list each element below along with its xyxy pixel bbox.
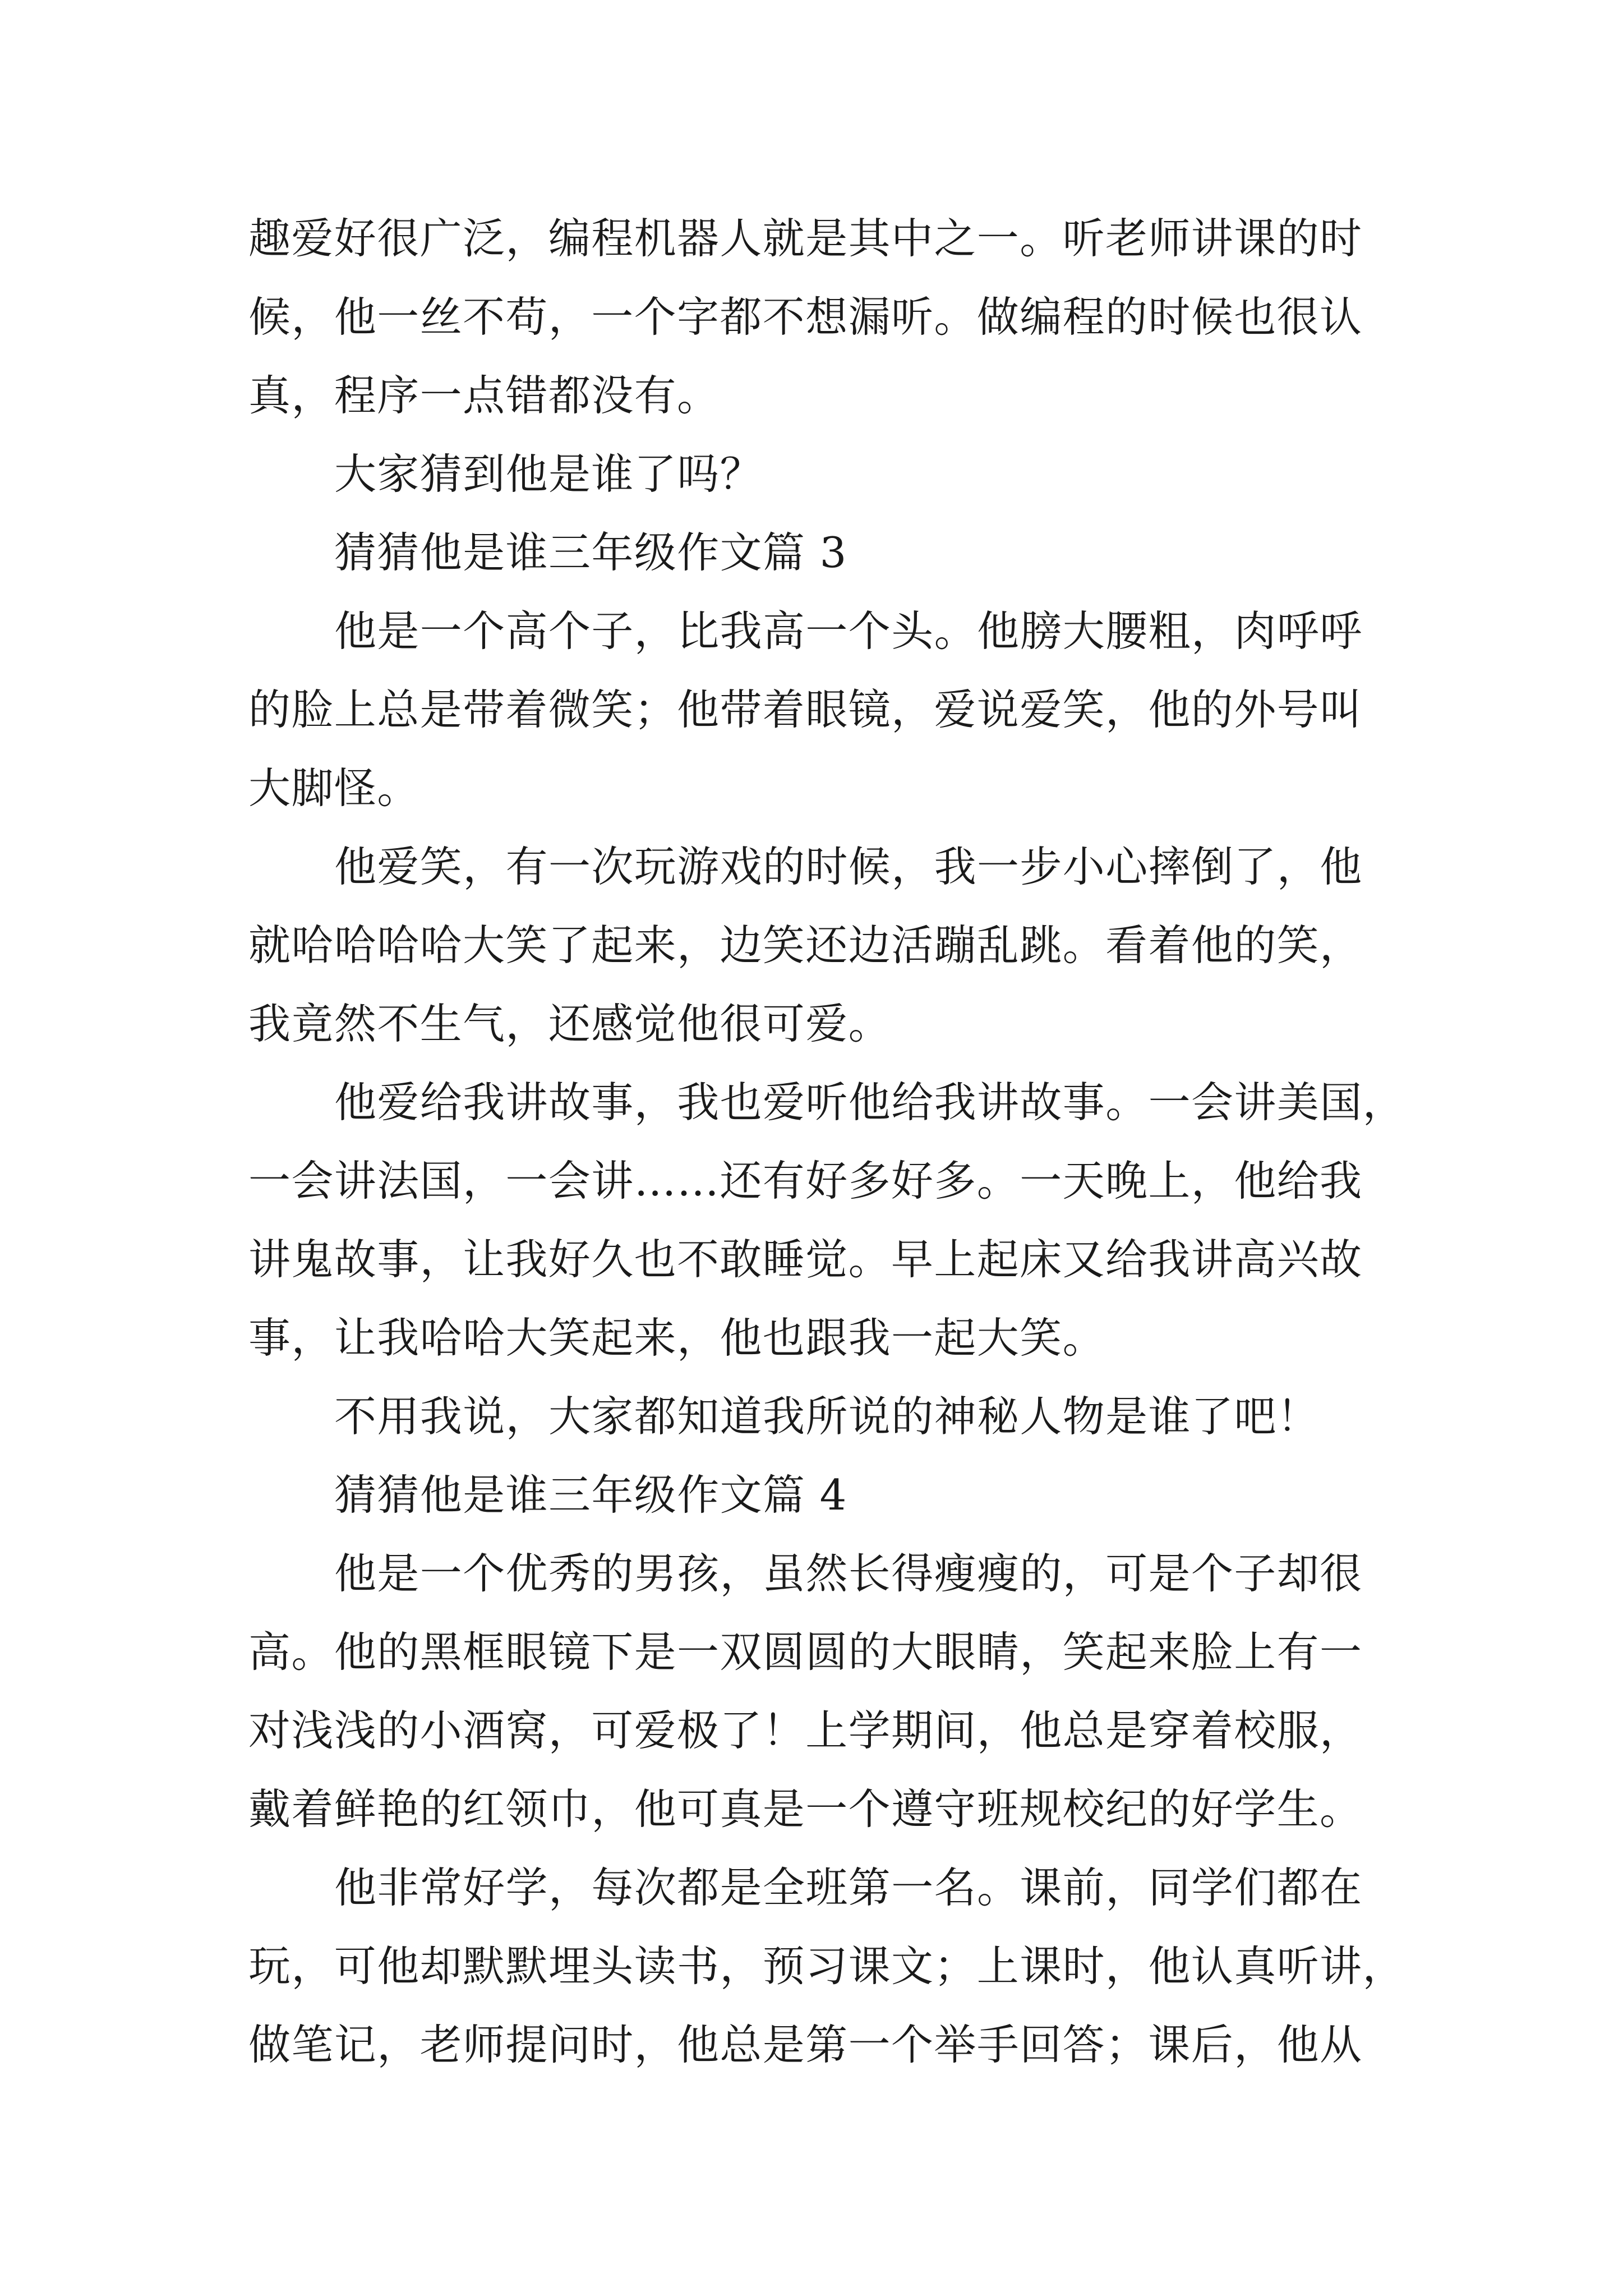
paragraph-line: 一会讲法国，一会讲……还有好多好多。一天晚上，他给我 <box>248 1156 1363 1205</box>
paragraph-line: 他是一个优秀的男孩，虽然长得瘦瘦的，可是个子却很 <box>334 1549 1363 1598</box>
paragraph-line: 玩，可他却默默埋头读书，预习课文；上课时，他认真听讲， <box>248 1941 1405 1991</box>
paragraph-line: 真，程序一点错都没有。 <box>248 371 720 420</box>
paragraph-line: 事，让我哈哈大笑起来，他也跟我一起大笑。 <box>248 1313 1106 1363</box>
section-heading: 猜猜他是谁三年级作文篇 4 <box>334 1470 847 1520</box>
paragraph-line: 对浅浅的小酒窝，可爱极了！上学期间，他总是穿着校服， <box>248 1706 1363 1755</box>
paragraph-line: 高。他的黑框眼镜下是一双圆圆的大眼睛，笑起来脸上有一 <box>248 1627 1363 1677</box>
paragraph-line: 他爱笑，有一次玩游戏的时候，我一步小心摔倒了，他 <box>334 842 1363 891</box>
paragraph-line: 我竟然不生气，还感觉他很可爱。 <box>248 999 892 1048</box>
paragraph-line: 候，他一丝不苟，一个字都不想漏听。做编程的时候也很认 <box>248 292 1363 342</box>
paragraph-line: 大家猜到他是谁了吗？ <box>334 449 763 499</box>
section-heading: 猜猜他是谁三年级作文篇 3 <box>334 528 847 577</box>
paragraph-line: 不用我说，大家都知道我所说的神秘人物是谁了吧！ <box>334 1392 1320 1441</box>
paragraph-line: 就哈哈哈哈大笑了起来，边笑还边活蹦乱跳。看着他的笑， <box>248 921 1363 970</box>
paragraph-line: 他非常好学，每次都是全班第一名。课前，同学们都在 <box>334 1863 1363 1912</box>
paragraph-line: 大脚怪。 <box>248 763 420 813</box>
paragraph-line: 戴着鲜艳的红领巾，他可真是一个遵守班规校纪的好学生。 <box>248 1784 1363 1834</box>
paragraph-line: 他爱给我讲故事，我也爱听他给我讲故事。一会讲美国， <box>334 1078 1406 1127</box>
paragraph-line: 讲鬼故事，让我好久也不敢睡觉。早上起床又给我讲高兴故 <box>248 1235 1363 1284</box>
paragraph-line: 做笔记，老师提问时，他总是第一个举手回答；课后，他从 <box>248 2020 1363 2069</box>
paragraph-line: 的脸上总是带着微笑；他带着眼镜，爱说爱笑，他的外号叫 <box>248 685 1363 734</box>
paragraph-line: 他是一个高个子，比我高一个头。他膀大腰粗，肉呼呼 <box>334 606 1363 656</box>
paragraph-line: 趣爱好很广泛，编程机器人就是其中之一。听老师讲课的时 <box>248 214 1363 263</box>
